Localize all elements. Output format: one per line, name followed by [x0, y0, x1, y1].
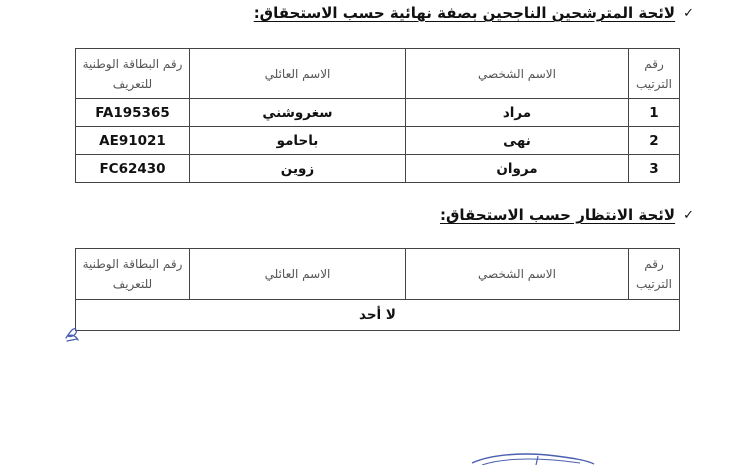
rank-header	[629, 249, 680, 300]
last-name-cell: زوين	[190, 155, 406, 183]
table-header-row	[76, 249, 680, 300]
rank-header-line1: رقم	[644, 56, 664, 71]
rank-cell: 3	[629, 155, 680, 183]
waiting-list-heading	[440, 206, 694, 224]
table-row	[76, 127, 680, 155]
id-card-header	[76, 49, 190, 99]
last-name-header: الاسم العائلي	[190, 49, 406, 99]
id-cell: FC62430	[76, 155, 190, 183]
final-list-title: لائحة المترشحين الناجحين بصفة نهائية حسب الاستحقاق:	[253, 4, 676, 22]
signature-mark	[468, 450, 598, 465]
id-cell: FA195365	[76, 99, 190, 127]
first-name-header: الاسم الشخصي	[406, 49, 629, 99]
rank-header-line1: رقم	[644, 257, 664, 271]
rank-cell: 2	[629, 127, 680, 155]
waiting-list-title: لائحة الانتظار حسب الاستحقاق:	[439, 206, 676, 224]
final-list-heading	[254, 4, 694, 22]
rank-cell: 1	[629, 99, 680, 127]
empty-waiting-cell: لا أحد	[76, 300, 680, 331]
table-row	[76, 300, 680, 331]
table-row	[76, 99, 680, 127]
handwritten-initial-mark	[62, 322, 82, 344]
rank-header-line2: الترتيب	[636, 76, 672, 91]
last-name-cell: باحامو	[190, 127, 406, 155]
checkmark-icon: ✓	[683, 207, 694, 223]
id-header-line1: رقم البطاقة الوطنية	[82, 257, 183, 271]
id-header-line2: للتعريف	[112, 277, 153, 291]
table-header-row	[76, 49, 680, 99]
last-name-header: الاسم العائلي	[190, 249, 406, 300]
final-candidates-table	[75, 48, 680, 183]
table-row	[76, 155, 680, 183]
last-name-cell: سغروشني	[190, 99, 406, 127]
id-header-line2: للتعريف	[112, 76, 153, 91]
id-card-header	[76, 249, 190, 300]
first-name-cell: نهى	[406, 127, 629, 155]
checkmark-icon: ✓	[683, 5, 694, 21]
waiting-list-table	[75, 248, 680, 331]
id-cell: AE91021	[76, 127, 190, 155]
first-name-cell: مروان	[406, 155, 629, 183]
id-header-line1: رقم البطاقة الوطنية	[82, 56, 183, 71]
first-name-header: الاسم الشخصي	[406, 249, 629, 300]
rank-header-line2: الترتيب	[636, 277, 672, 291]
rank-header	[629, 49, 680, 99]
first-name-cell: مراد	[406, 99, 629, 127]
